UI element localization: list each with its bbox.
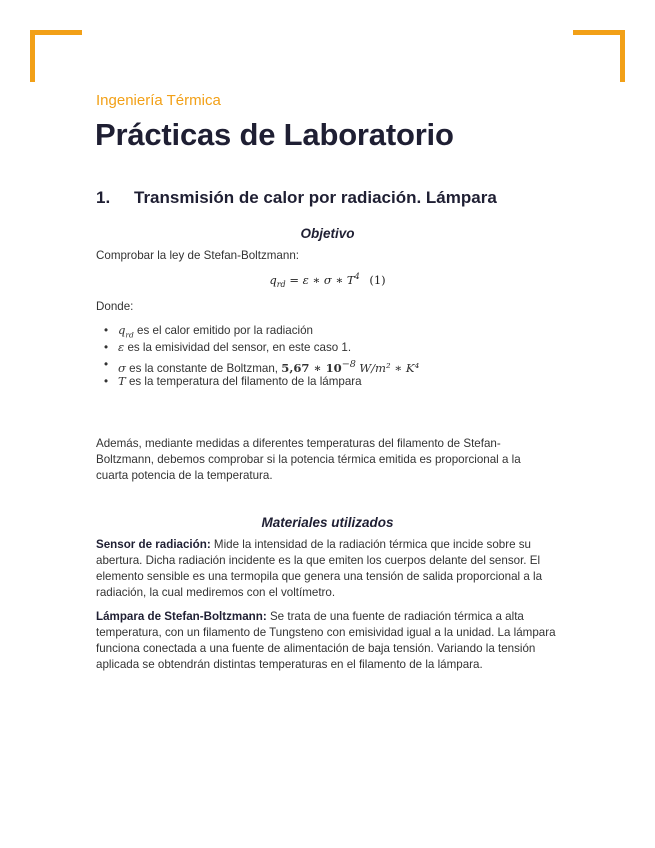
material-lamp: Lámpara de Stefan-Boltzmann: Se trata de una fuente de radiación térmica a alta temperatura, con un filamento de Tungsteno con emisividad igual a la unidad. La lámpara funciona conectada a una fuente de alimentación de baja tensión. Variando la tensión aplicada se obtendrán distintas temperaturas en el filamento de la lámpara. xyxy=(96,610,556,671)
section-number: 1. xyxy=(96,188,111,207)
objective-intro: Comprobar la ley de Stefan-Boltzmann: xyxy=(96,249,299,262)
section-heading xyxy=(96,188,497,208)
corner-decoration-top-left xyxy=(30,30,82,35)
bullet-icon: • xyxy=(104,375,109,388)
list-item: • ε es la emisividad del sensor, en este caso 1. xyxy=(104,340,352,354)
bullet-icon: • xyxy=(104,341,109,354)
list-item: • $q_{rd}$ es el calor emitido por la radiación xyxy=(104,323,313,340)
corner-decoration-top-right-vertical xyxy=(620,30,625,82)
list-item: • T es la temperatura del filamento de la lámpara xyxy=(104,374,362,388)
material-sensor: Sensor de radiación: Mide la intensidad de la radiación térmica que incide sobre su abertura. Dicha radiación incidente es la que emiten los cuerpos delante del sensor. El elemento sensible es una termopila que genera una tensión de salida proporcional a la radiación, la cual mediremos con el voltímetro. xyxy=(96,538,543,599)
materials-heading: Materiales utilizados xyxy=(261,515,394,530)
bullet-icon: • xyxy=(104,324,109,337)
corner-decoration-top-right xyxy=(573,30,625,35)
subject-label: Ingeniería Térmica xyxy=(96,92,221,109)
objective-heading: Objetivo xyxy=(300,226,355,241)
list-item: • σ es la constante de Boltzman, 5,67 ∗ $10^{-8}$ W/m² ∗ K⁴ xyxy=(104,358,420,375)
where-label: Donde: xyxy=(96,300,134,313)
document-title: Prácticas de Laboratorio xyxy=(95,117,454,152)
section-title: Transmisión de calor por radiación. Lámpara xyxy=(134,188,497,207)
objective-paragraph: Además, mediante medidas a diferentes temperaturas del filamento de Stefan-Boltzmann, debemos comprobar si la potencia térmica emitida es proporcional a la cuarta potencia de la temperatura. xyxy=(96,437,521,482)
stefan-boltzmann-equation: $q_{rd} = \varepsilon$ ∗ σ ∗ $T^4$ (1) xyxy=(269,272,386,290)
corner-decoration-top-left-vertical xyxy=(30,30,35,82)
equation-number: (1) xyxy=(369,272,386,287)
definitions-list xyxy=(96,322,419,390)
bullet-icon: • xyxy=(104,358,109,371)
